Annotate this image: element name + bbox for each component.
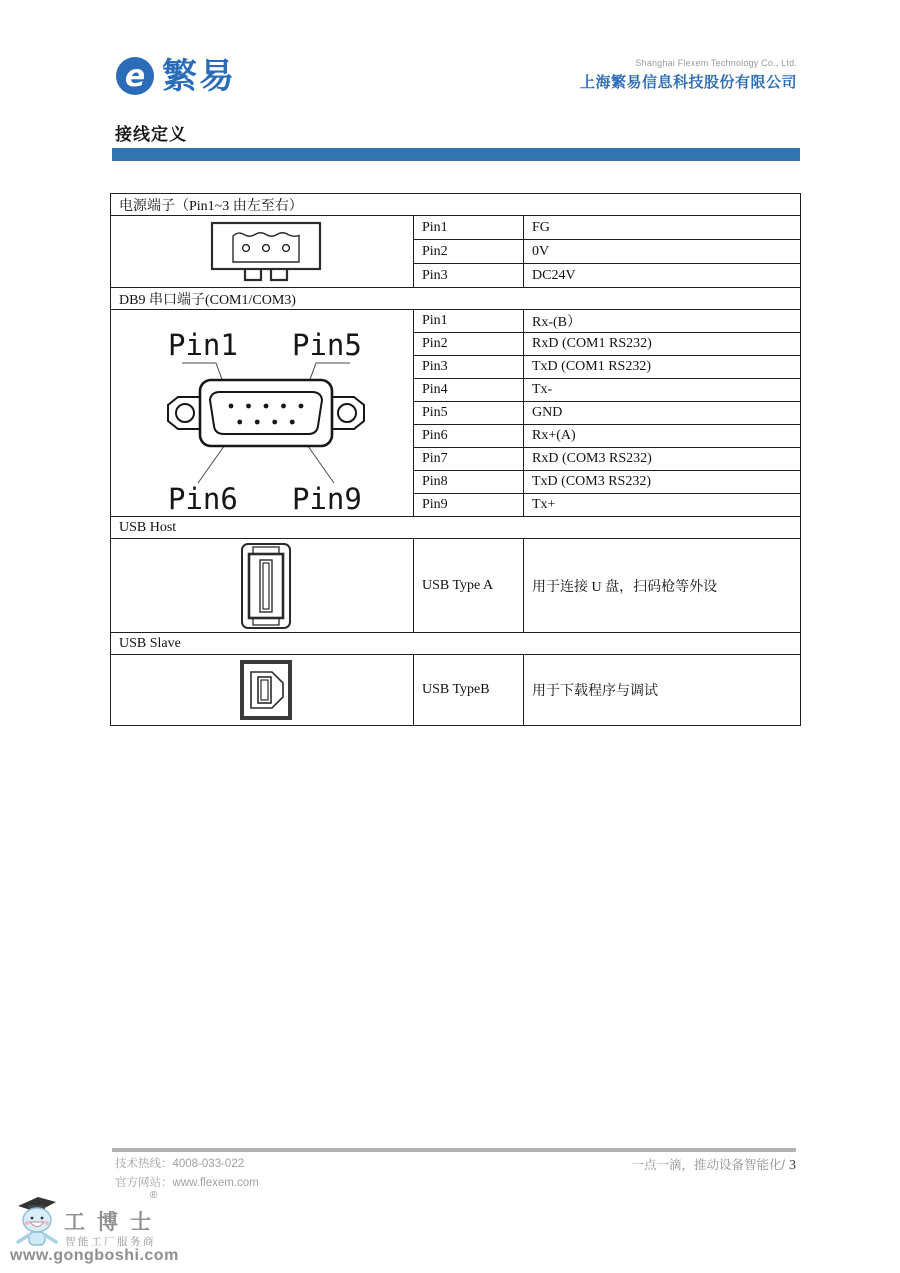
db9-pin-label: Pin9 xyxy=(292,482,362,515)
pin-cell: Pin2 xyxy=(414,240,524,264)
db9-pin-label: Pin5 xyxy=(292,328,362,362)
company-name-block xyxy=(580,58,797,92)
page-title: 接线定义 xyxy=(115,125,187,144)
flexem-logo-icon xyxy=(115,56,155,96)
footer-rule xyxy=(112,1148,796,1152)
registered-mark: ® xyxy=(150,1190,158,1201)
pin-cell: Pin6 xyxy=(414,425,524,448)
title-rule xyxy=(112,148,800,161)
flexem-logo xyxy=(115,56,236,96)
power-connector-icon xyxy=(201,220,331,284)
desc-cell: DC24V xyxy=(524,264,801,288)
power-connector-diagram xyxy=(111,216,414,288)
db9-pin-label: Pin6 xyxy=(168,482,238,515)
company-name-zh: 上海繁易信息科技股份有限公司 xyxy=(579,74,797,91)
usb-type-b-icon xyxy=(239,659,293,721)
wiring-table xyxy=(110,193,801,726)
section-header-power: 电源端子（Pin1~3 由左至右） xyxy=(111,194,801,216)
gongboshi-watermark xyxy=(8,1188,218,1270)
watermark-tagline: 智能工厂服务商 xyxy=(65,1236,156,1248)
desc-cell: 0V xyxy=(524,240,801,264)
pin-cell: Pin8 xyxy=(414,471,524,494)
desc-cell: RxD (COM3 RS232) xyxy=(524,448,801,471)
db9-connector-diagram xyxy=(111,310,414,517)
logo-wordmark: 繁易 xyxy=(162,56,237,96)
section-header-db9: DB9 串口端子(COM1/COM3) xyxy=(111,288,801,310)
website-label: 官方网站： xyxy=(115,1177,173,1189)
hotline-number: 4008-033-022 xyxy=(172,1158,245,1170)
page-number: 3 xyxy=(789,1158,796,1173)
desc-cell: Tx+ xyxy=(524,494,801,517)
desc-cell: Rx+(A) xyxy=(524,425,801,448)
watermark-name: 工博士 xyxy=(64,1210,163,1234)
footer-slogan xyxy=(632,1155,796,1174)
desc-cell: FG xyxy=(524,216,801,240)
svg-text:e: e xyxy=(124,59,146,94)
company-name-en: Shanghai Flexem Technology Co., Ltd. xyxy=(635,58,797,68)
usb-type-a-diagram xyxy=(111,539,414,633)
pin-cell: Pin3 xyxy=(414,264,524,288)
watermark-url: www.gongboshi.com xyxy=(10,1247,179,1264)
desc-cell: Tx- xyxy=(524,379,801,402)
desc-cell: RxD (COM1 RS232) xyxy=(524,333,801,356)
pin-cell: Pin3 xyxy=(414,356,524,379)
usb-type-a-icon xyxy=(240,542,292,630)
desc-cell: GND xyxy=(524,402,801,425)
pin-cell: Pin1 xyxy=(414,216,524,240)
pin-cell: USB TypeB xyxy=(414,655,524,726)
pin-cell: Pin5 xyxy=(414,402,524,425)
pin-cell: Pin7 xyxy=(414,448,524,471)
pin-cell: Pin4 xyxy=(414,379,524,402)
pin-cell: Pin1 xyxy=(414,310,524,333)
usb-type-b-diagram xyxy=(111,655,414,726)
mascot-icon xyxy=(12,1194,62,1248)
pin-cell: Pin9 xyxy=(414,494,524,517)
desc-cell: Rx-(B） xyxy=(524,310,801,333)
desc-cell: TxD (COM3 RS232) xyxy=(524,471,801,494)
section-header-usb-host: USB Host xyxy=(111,517,801,539)
section-header-usb-slave: USB Slave xyxy=(111,633,801,655)
desc-cell: 用于下载程序与调试 xyxy=(524,655,801,726)
desc-cell: 用于连接 U 盘，扫码枪等外设 xyxy=(524,539,801,633)
website-url: www.flexem.com xyxy=(172,1177,259,1189)
slogan-text: 一点一滴，推动设备智能化/ xyxy=(631,1158,785,1172)
db9-pin-label: Pin1 xyxy=(168,328,238,362)
pin-cell: USB Type A xyxy=(414,539,524,633)
desc-cell: TxD (COM1 RS232) xyxy=(524,356,801,379)
pin-cell: Pin2 xyxy=(414,333,524,356)
hotline-label: 技术热线： xyxy=(115,1158,173,1170)
db9-connector-icon xyxy=(140,311,392,515)
